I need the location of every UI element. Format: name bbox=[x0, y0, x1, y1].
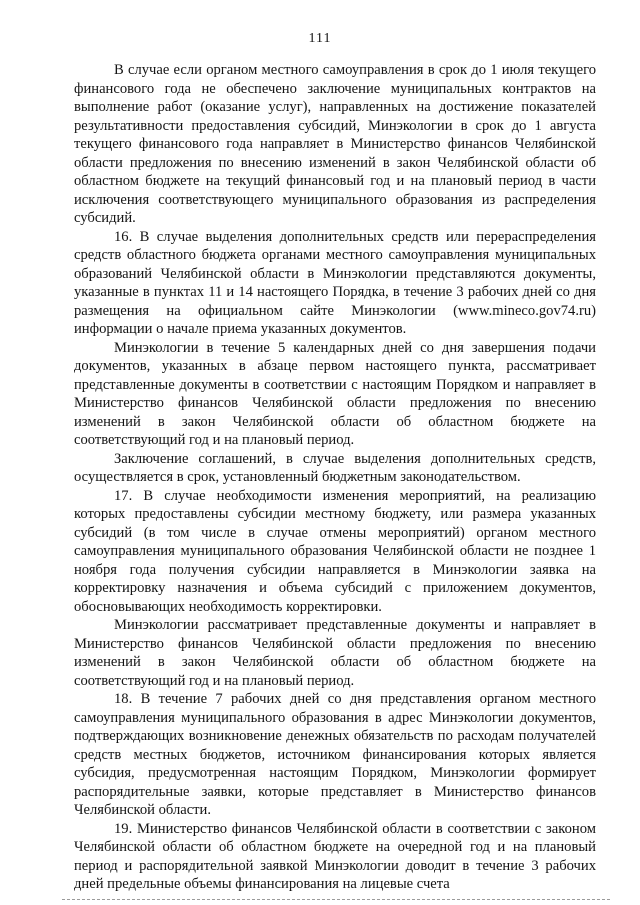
paragraph-item-17-review: Минэкологии рассматривает представленные документы и направляет в Министерство финансов Челябинской области предложения по внесению изменений в закон Челябинской области об областном бюджете на соответствующий год и на плановый период. bbox=[74, 617, 596, 689]
paragraph-item-19: 19. Министерство финансов Челябинской области в соответствии с законом Челябинской области об областном бюджете на очередной год и на плановый период и распорядительной заявкой Минэкологии доводит в течение 3 рабочих дней предельные объемы финансирования на лицевые счета bbox=[74, 820, 596, 892]
paragraph-subsidy-exclusion: В случае если органом местного самоуправления в срок до 1 июля текущего финансового года не обеспечено заключение муниципальных контрактов на выполнение работ (оказание услуг), направленных на достижение показателей результативности предоставления субсидий, Минэкологии в срок до 1 августа текущего финансового года направляет в Министерство финансов Челябинской области предложения по внесению изменений в закон Челябинской области об областном бюджете на текущий финансовый год и на плановый период в части исключения соответствующего муниципального образования из распределения субсидий. bbox=[74, 62, 596, 226]
bottom-dashed-rule bbox=[62, 899, 610, 900]
paragraph-item-16: 16. В случае выделения дополнительных средств или перераспределения средств областного бюджета органами местного самоуправления муниципальных образований Челябинской области в Минэкологии представляются документы, указанные в пунктах 11 и 14 настоящего Порядка, в течение 3 рабочих дней со дня размещения на официальном сайте Минэкологии (www.mineco.gov74.ru) информации о начале приема указанных документов. bbox=[74, 228, 596, 337]
page-number: 111 bbox=[308, 31, 332, 46]
paragraph-item-16-agreements: Заключение соглашений, в случае выделения дополнительных средств, осуществляется в срок, установленный бюджетным законодательством. bbox=[74, 450, 596, 485]
document-text bbox=[74, 61, 596, 894]
paragraph-item-16-review: Минэкологии в течение 5 календарных дней со дня завершения подачи документов, указанных в абзаце первом настоящего пункта, рассматривает представленные документы в соответствии с настоящим Порядком и направляет в Министерство финансов Челябинской области предложения по внесению изменений в закон Челябинской области об областном бюджете на соответствующий год и на плановый период. bbox=[74, 339, 596, 448]
paragraph-item-18: 18. В течение 7 рабочих дней со дня представления органом местного самоуправления муниципального образования в адрес Минэкологии документов, подтверждающих возникновение денежных обязательств по расходам получателей средств местных бюджетов, источником финансирования которых является субсидия, предусмотренная настоящим Порядком, Минэкологии формирует распорядительные заявки, которые представляет в Министерство финансов Челябинской области. bbox=[74, 691, 596, 818]
paragraph-item-17: 17. В случае необходимости изменения мероприятий, на реализацию которых предоставлены субсидии местному бюджету, или размера указанных субсидий (в том числе в случае отмены мероприятий) органом местного самоуправления муниципального образования Челябинской области не позднее 1 ноября года получения субсидии направляется в Минэкологии заявка на корректировку назначения и объема субсидий с приложением документов, обосновывающих необходимость корректировки. bbox=[74, 487, 596, 615]
